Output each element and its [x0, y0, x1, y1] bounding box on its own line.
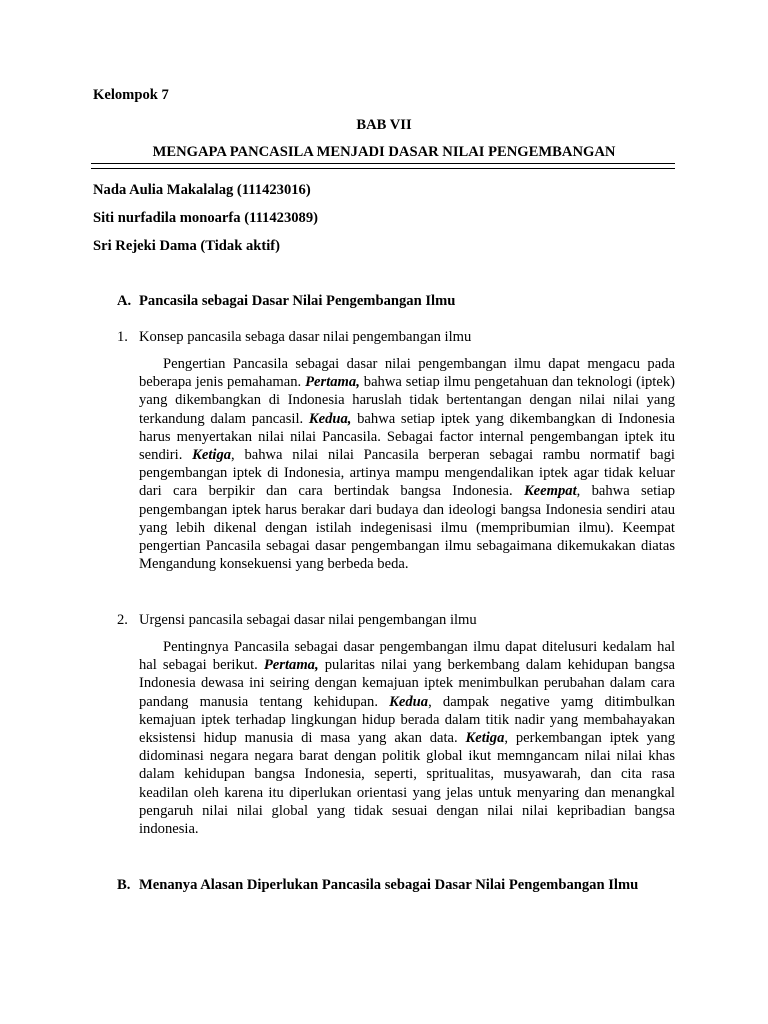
emphasis-ketiga: Ketiga — [465, 730, 505, 747]
section-a-heading — [117, 293, 455, 310]
text-run: Pengertian Pancasila sebagai dasar nilai pengembangan ilmu dapat mengacu pada beberapa jenis pemahaman. — [139, 356, 675, 391]
item-1-label: 1. — [117, 329, 128, 345]
text-run: Pentingnya Pancasila sebagai dasar pengembangan ilmu dapat ditelusuri kedalam hal hal sebagai berikut. — [139, 639, 675, 674]
section-b-title: Menanya Alasan Diperlukan Pancasila sebagai Dasar Nilai Pengembangan Ilmu — [139, 877, 639, 893]
item-2-title: Urgensi pancasila sebagai dasar nilai pengembangan ilmu — [139, 612, 477, 628]
item-1-heading — [117, 329, 471, 346]
member-1: Nada Aulia Makalalag (111423016) — [93, 182, 311, 198]
text-run: bahwa setiap ilmu pengetahuan dan teknologi (iptek) yang dikembangkan di Indonesia haruslah tidak bertentangan dengan nilai nilai yang terkandung dalam pancasil. — [139, 374, 675, 427]
item-2-paragraph — [139, 638, 675, 838]
section-b-heading — [117, 877, 638, 894]
member-2: Siti nurfadila monoarfa (111423089) — [93, 210, 318, 226]
chapter-label: BAB VII — [356, 117, 412, 133]
emphasis-pertama: Pertama, — [263, 657, 319, 674]
group-label: Kelompok 7 — [93, 87, 169, 103]
text-run: pularitas nilai yang berkembang dalam kehidupan bangsa Indonesia dewasa ini seiring dengan kemajuan iptek menimbulkan perubahan dalam cara pandang manusia tentang kehidupan. — [139, 657, 675, 710]
text-run: , dampak negative yamg ditimbulkan kemajuan iptek terhadap lingkungan hidup berada dalam titik nadir yang membahayakan eksistensi hidup manusia di masa yang akan data. — [139, 693, 675, 747]
item-2-label: 2. — [117, 612, 128, 628]
section-a-title: Pancasila sebagai Dasar Nilai Pengembangan Ilmu — [139, 293, 456, 309]
text-run: bahwa setiap iptek yang dikembangkan di Indonesia harus menyertakan nilai nilai Pancasila. Sebagai factor internal pengembangan iptek itu sendiri. — [139, 410, 675, 464]
section-a-label: A. — [117, 293, 132, 309]
emphasis-ketiga: Ketiga — [192, 447, 232, 464]
text-run: , perkembangan iptek yang didominasi negara negara barat dengan politik global ikut memnganc​am nilai nilai khas dalam kehidupan bangsa Indonesia, seperti, spritualitas, musyawarah, dan cita rasa keadilan oleh karena itu diperlukan orientasi yang jelas untuk menyaring dan menangkal pengaruh nilai nilai global yang tidak sesuai dengan nilai nilai kepribadian bangsa indonesia. — [139, 730, 675, 838]
emphasis-kedua: Kedua — [389, 693, 429, 710]
title-double-rule — [91, 163, 675, 169]
emphasis-pertama: Pertama, — [305, 374, 360, 391]
chapter-title: MENGAPA PANCASILA MENJADI DASAR NILAI PENGEMBANGAN — [152, 144, 616, 160]
text-run: , bahwa nilai nilai Pancasila berperan sebagai rambu normatif bagi pengembangan iptek di Indonesia, artinya mampu mengendalikan iptek agar tidak keluar dari cara berpikir dan cara bertindak bangsa Indonesia. — [139, 447, 675, 500]
item-1-title: Konsep pancasila sebaga dasar nilai pengembangan ilmu — [139, 329, 472, 345]
emphasis-kedua: Kedua, — [308, 410, 352, 427]
emphasis-keempat: Keempat — [523, 483, 577, 500]
item-2-heading — [117, 612, 477, 629]
section-b-label: B. — [117, 877, 131, 893]
item-1-paragraph — [139, 355, 675, 573]
text-run: , bahwa setiap pengembangan iptek harus berakar dari budaya dan ideologi bangsa Indonesia sendiri atau yang lebih dikenal dengan istilah indegenisasi ilmu (mempribumian ilmu). Keempat pengertian Pancasila sebagai dasar pengembangan ilmu sebagaimana dikemukakan diatas Mengandung konsekuensi yang berbeda beda. — [139, 483, 676, 573]
member-3: Sri Rejeki Dama (Tidak aktif) — [93, 238, 281, 254]
